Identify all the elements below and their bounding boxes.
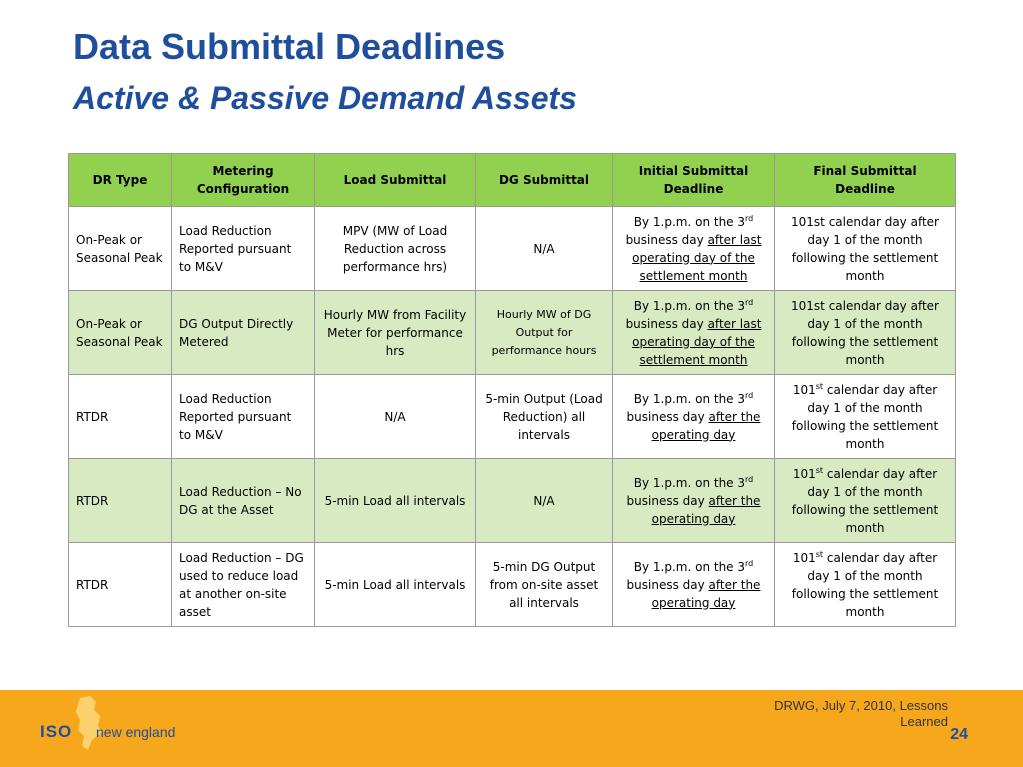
table-row [69, 291, 956, 375]
cell-load-submittal: MPV (MW of Load Reduction across performance hrs) [315, 207, 476, 291]
slide-subtitle: Active & Passive Demand Assets [73, 80, 577, 116]
table-row [69, 207, 956, 291]
initial-text: By 1.p.m. on the 3 [633, 298, 746, 313]
initial-text: By 1.p.m. on the 3 [633, 391, 746, 406]
header-dr-type: DR Type [69, 154, 172, 207]
cell-dg-submittal: 5-min DG Output from on-site asset all intervals [476, 543, 613, 627]
cell-metering: Load Reduction Reported pursuant to M&V [172, 375, 315, 459]
cell-final-deadline [775, 375, 956, 459]
cell-initial-deadline [613, 459, 775, 543]
initial-ordinal: rd [745, 474, 754, 484]
initial-text-mid: business day [626, 577, 709, 592]
cell-initial-deadline [613, 543, 775, 627]
cell-load-submittal: Hourly MW from Facility Meter for performance hrs [315, 291, 476, 375]
header-load-submittal: Load Submittal [315, 154, 476, 207]
initial-ordinal: rd [745, 297, 754, 307]
header-final-deadline: Final Submittal Deadline [775, 154, 956, 207]
final-day: 101 [792, 466, 816, 481]
cell-initial-deadline [613, 207, 775, 291]
final-text: calendar day after day 1 of the month following the settlement month [791, 466, 939, 535]
cell-metering: DG Output Directly Metered [172, 291, 315, 375]
table-row [69, 459, 956, 543]
header-dg-submittal: DG Submittal [476, 154, 613, 207]
cell-dr-type: On-Peak or Seasonal Peak [69, 207, 172, 291]
initial-underlined: after the operating day [651, 409, 761, 442]
final-ordinal: st [815, 465, 824, 475]
header-metering-configuration: Metering Configuration [172, 154, 315, 207]
final-day: 101 [792, 550, 816, 565]
table-row [69, 543, 956, 627]
cell-metering: Load Reduction – No DG at the Asset [172, 459, 315, 543]
final-day: 101st [791, 298, 825, 313]
header-initial-deadline: Initial Submittal Deadline [613, 154, 775, 207]
cell-load-submittal: 5-min Load all intervals [315, 459, 476, 543]
cell-metering: Load Reduction Reported pursuant to M&V [172, 207, 315, 291]
cell-dr-type: RTDR [69, 459, 172, 543]
initial-text: By 1.p.m. on the 3 [633, 559, 746, 574]
cell-dg-submittal: Hourly MW of DG Output for performance hours [476, 291, 613, 375]
cell-dr-type: On-Peak or Seasonal Peak [69, 291, 172, 375]
cell-dr-type: RTDR [69, 543, 172, 627]
cell-load-submittal: N/A [315, 375, 476, 459]
cell-dg-submittal: N/A [476, 207, 613, 291]
cell-dg-submittal: 5-min Output (Load Reduction) all intervals [476, 375, 613, 459]
initial-underlined: after last operating day of the settlement month [632, 232, 762, 283]
final-text: calendar day after day 1 of the month following the settlement month [791, 298, 939, 367]
initial-ordinal: rd [745, 390, 754, 400]
cell-final-deadline [775, 207, 956, 291]
initial-text-mid: business day [625, 232, 708, 247]
table-header-row [69, 154, 956, 207]
final-text: calendar day after day 1 of the month following the settlement month [791, 382, 939, 451]
final-text: calendar day after day 1 of the month following the settlement month [791, 214, 939, 283]
table-row [69, 375, 956, 459]
initial-text-mid: business day [626, 493, 709, 508]
logo-new-england: new england [96, 724, 176, 740]
initial-ordinal: rd [745, 558, 754, 568]
page-number: 24 [950, 726, 968, 743]
slide-title: Data Submittal Deadlines [73, 26, 506, 67]
initial-text: By 1.p.m. on the 3 [633, 214, 746, 229]
final-ordinal: st [815, 381, 824, 391]
initial-text-mid: business day [625, 316, 708, 331]
deadlines-table [68, 153, 956, 627]
initial-text: By 1.p.m. on the 3 [633, 475, 746, 490]
cell-initial-deadline [613, 375, 775, 459]
cell-initial-deadline [613, 291, 775, 375]
final-day: 101 [792, 382, 816, 397]
cell-final-deadline [775, 543, 956, 627]
logo-iso: ISO [40, 722, 73, 741]
footer-note: DRWG, July 7, 2010, Lessons Learned [774, 698, 948, 729]
cell-final-deadline [775, 291, 956, 375]
initial-underlined: after last operating day of the settlement month [632, 316, 762, 367]
cell-load-submittal: 5-min Load all intervals [315, 543, 476, 627]
final-day: 101st [791, 214, 825, 229]
cell-dr-type: RTDR [69, 375, 172, 459]
final-text: calendar day after day 1 of the month following the settlement month [791, 550, 939, 619]
initial-ordinal: rd [745, 213, 754, 223]
initial-underlined: after the operating day [651, 493, 761, 526]
cell-final-deadline [775, 459, 956, 543]
new-england-map-icon [74, 696, 102, 750]
cell-dg-submittal: N/A [476, 459, 613, 543]
initial-text-mid: business day [626, 409, 709, 424]
initial-underlined: after the operating day [651, 577, 761, 610]
final-ordinal: st [815, 549, 824, 559]
cell-metering: Load Reduction – DG used to reduce load at another on-site asset [172, 543, 315, 627]
